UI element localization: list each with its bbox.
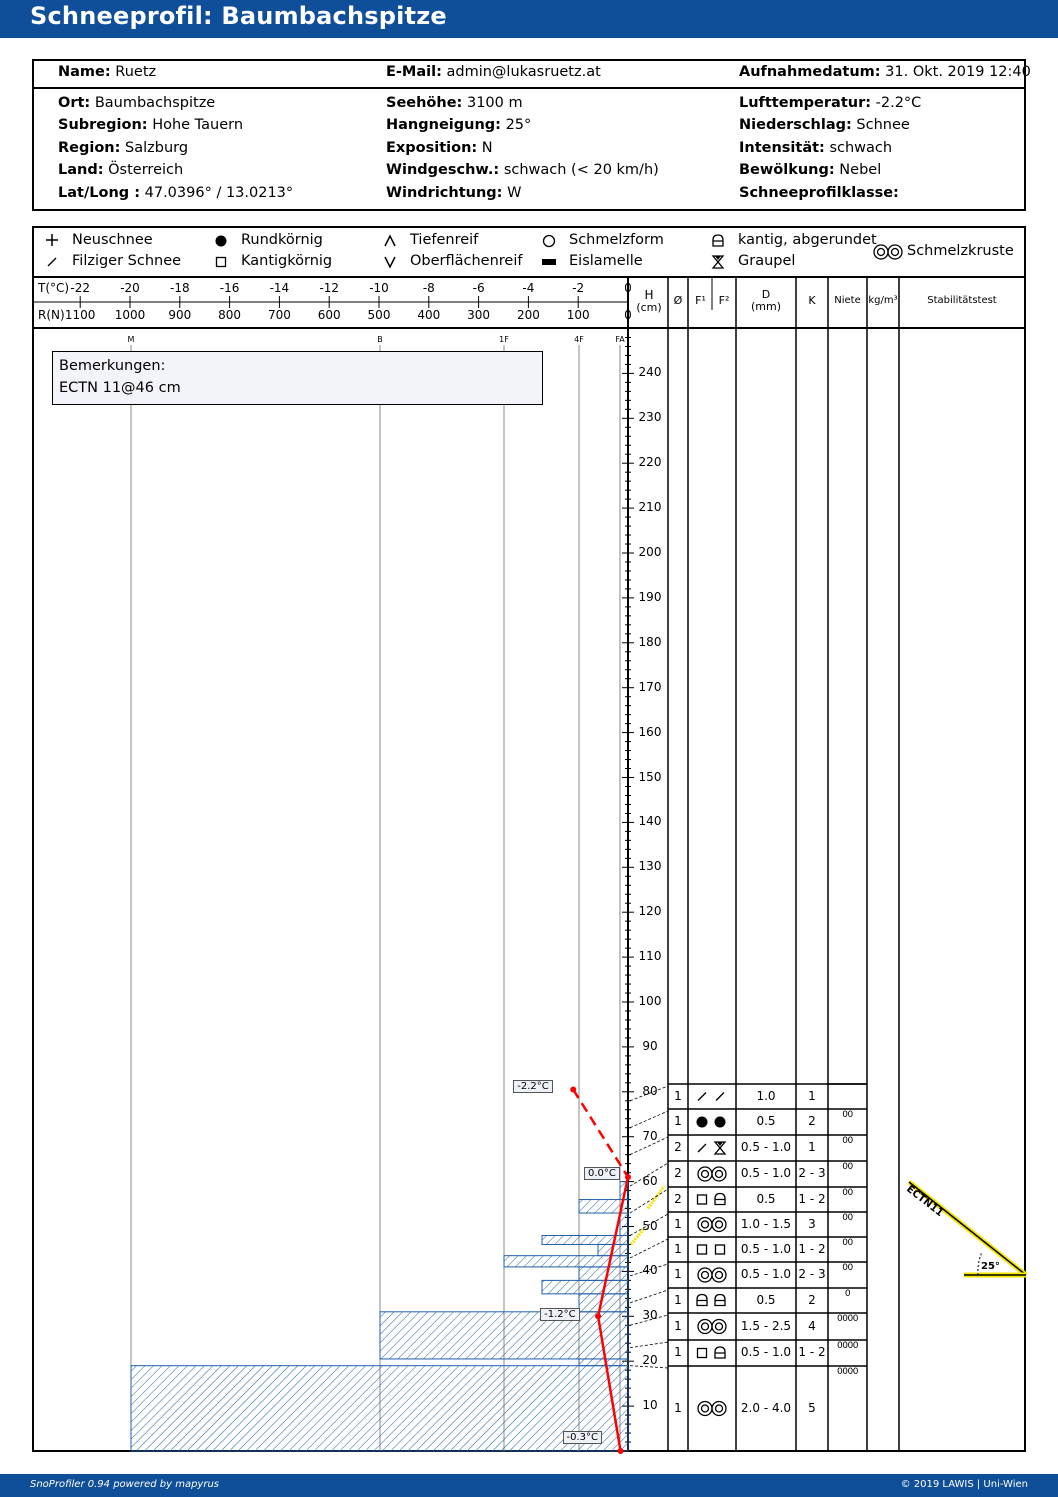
col-grain-shape: Ø: [673, 294, 683, 307]
legend-neuschnee: Neuschnee: [72, 232, 153, 248]
graupel-icon: [713, 256, 723, 268]
hangneigung-field: Hangneigung: 25°: [386, 117, 532, 133]
temperature-label: -2.2°C: [513, 1080, 553, 1093]
height-tick-label: 30: [642, 1308, 658, 1323]
col-stability: Stabilitätstest: [927, 295, 997, 306]
exposition-field: Exposition: N: [386, 140, 493, 156]
height-tick-label: 110: [638, 949, 662, 964]
col-density: kg/m³: [868, 295, 898, 306]
subregion-field: Subregion: Hohe Tauern: [58, 117, 244, 133]
ectn-stability-diagram: [904, 1182, 1026, 1275]
layer-grain-size: 0.5 - 1.0: [740, 1345, 792, 1359]
grain-shape-icon: [698, 1268, 726, 1282]
col-k: K: [808, 294, 816, 307]
grain-shape-icon: [698, 1195, 707, 1204]
grain-shape-icon: [715, 1194, 725, 1205]
layer-grain-size: 0.5: [756, 1191, 776, 1206]
schmelzkruste-icon: [874, 245, 902, 259]
layer-hardness: 1: [808, 1088, 816, 1103]
legend-graupel: Graupel: [738, 253, 796, 269]
eislamelle-icon: [542, 259, 556, 265]
observation-date: Aufnahmedatum: 31. Okt. 2019 12:40: [739, 64, 1031, 80]
footer-credit: SnoProfiler 0.94 powered by mapyrus: [30, 1479, 220, 1490]
grain-shape-icon: [715, 1295, 725, 1306]
observer-email: E-Mail: admin@lukasruetz.at: [386, 64, 601, 80]
remarks-title: Bemerkungen:: [59, 358, 166, 374]
layer-hardness: 2: [808, 1114, 816, 1128]
height-tick-label: 160: [638, 724, 662, 739]
layer-grain-size: 1.5 - 2.5: [740, 1318, 792, 1333]
height-tick-label: 130: [638, 859, 662, 874]
layer-moisture: 1: [674, 1241, 682, 1256]
temperature-axis: [80, 296, 628, 302]
r-axis-label: R(N): [38, 308, 65, 322]
col-d-unit: (mm): [750, 300, 781, 313]
t-tick-label: -12: [319, 281, 339, 295]
layer-moisture: 2: [674, 1191, 682, 1206]
ort-field: Ort: Baumbachspitze: [58, 95, 216, 111]
layer-hardness: 1 - 2: [798, 1191, 826, 1206]
t-tick-label: -20: [120, 281, 140, 295]
grain-shape-icon: [715, 1347, 725, 1358]
layer-niete: 0000: [837, 1314, 858, 1324]
grain-shape-icon: [697, 1295, 707, 1306]
profilklasse-field: Schneeprofilklasse:: [739, 185, 899, 201]
t-tick-label: -22: [70, 281, 90, 295]
grain-shape-icon: [698, 1245, 707, 1254]
layer-grain-size: 0.5: [756, 1114, 776, 1128]
land-field: Land: Österreich: [58, 162, 184, 178]
col-f1: F¹: [695, 294, 706, 307]
grain-shape-icon: [698, 1093, 706, 1101]
tiefenreif-icon: [385, 236, 395, 246]
legend-kantigkoernig: Kantigkörnig: [241, 253, 333, 269]
t-tick-label: -4: [522, 281, 535, 295]
schmelzform-icon: [544, 236, 555, 247]
height-tick-label: 10: [642, 1398, 658, 1413]
ectn-label: ECTN11: [904, 1183, 946, 1220]
layer-moisture: 1: [674, 1216, 682, 1231]
layer-hardness: 1: [808, 1140, 816, 1154]
layer-grain-size: 0.5 - 1.0: [740, 1241, 792, 1256]
lufttemperatur-field: Lufttemperatur: -2.2°C: [739, 95, 922, 111]
legend-rundkoernig: Rundkörnig: [241, 232, 323, 248]
layer-niete: 0000: [837, 1341, 858, 1351]
kantig-abgerundet-icon: [713, 235, 723, 246]
layer-grain-size: 0.5 - 1.0: [740, 1166, 792, 1180]
bewoelkung-field: Bewölkung: Nebel: [739, 162, 882, 178]
niederschlag-field: Niederschlag: Schnee: [739, 117, 910, 133]
legend-tiefenreif: Tiefenreif: [410, 232, 479, 248]
layer-niete: 00: [842, 1263, 853, 1273]
layer-moisture: 1: [674, 1114, 682, 1128]
legend-oberflaechenreif: Oberflächenreif: [410, 253, 523, 269]
oberflaechenreif-icon: [385, 257, 395, 267]
layer-moisture: 1: [674, 1292, 682, 1307]
layer-niete: 00: [842, 1213, 853, 1223]
layer-grain-size: 0.5: [756, 1292, 776, 1307]
r-tick-label: 0: [624, 308, 632, 322]
layer-moisture: 1: [674, 1345, 682, 1359]
height-tick-label: 150: [638, 769, 662, 784]
region-field: Region: Salzburg: [58, 140, 189, 156]
remarks-text: ECTN 11@46 cm: [59, 380, 181, 396]
r-tick-label: 100: [566, 308, 590, 322]
footer-copyright: © 2019 LAWIS | Uni-Wien: [900, 1479, 1028, 1490]
grain-shape-icon: [698, 1402, 726, 1416]
layer-grain-size: 1.0: [756, 1088, 776, 1103]
r-tick-label: 800: [218, 308, 242, 322]
r-tick-label: 1000: [114, 308, 146, 322]
grain-shape-icon: [697, 1117, 708, 1128]
footer-bar: [0, 1474, 1058, 1497]
latlong-field: Lat/Long : 47.0396° / 13.0213°: [58, 185, 294, 201]
height-tick-label: 220: [638, 455, 662, 470]
temperature-label: -0.3°C: [563, 1431, 603, 1444]
observer-name: Name: Ruetz: [58, 64, 157, 80]
height-tick-label: 240: [638, 365, 662, 380]
hardness-label: 1F: [499, 335, 509, 344]
col-d: D: [761, 288, 771, 301]
layer-hardness: 2 - 3: [798, 1267, 826, 1281]
temperature-label: -1.2°C: [540, 1308, 580, 1321]
windrichtung-field: Windrichtung: W: [386, 185, 522, 201]
t-tick-label: -8: [422, 281, 435, 295]
temperature-label: 0.0°C: [584, 1167, 620, 1180]
legend-schmelzform: Schmelzform: [569, 232, 664, 248]
hardness-label: FA: [615, 335, 625, 344]
hardness-label: M: [127, 335, 135, 344]
hardness-label: 4F: [574, 335, 584, 344]
kantigkoernig-icon: [217, 258, 226, 267]
height-tick-label: 70: [642, 1128, 658, 1143]
grain-shape-icon: [698, 1167, 726, 1181]
height-tick-label: 180: [638, 634, 662, 649]
t-tick-label: 0: [624, 281, 632, 295]
layer-hardness: 3: [808, 1216, 816, 1231]
legend-filziger: Filziger Schnee: [72, 253, 182, 269]
height-tick-label: 60: [642, 1173, 658, 1188]
col-niete: Niete: [834, 295, 861, 306]
r-tick-label: 300: [467, 308, 491, 322]
grain-shape-icon: [698, 1144, 706, 1152]
r-tick-label: 1100: [64, 308, 96, 322]
height-tick-label: 170: [638, 679, 662, 694]
layer-hardness: 5: [808, 1400, 816, 1415]
t-tick-label: -16: [219, 281, 240, 295]
grain-shape-icon: [698, 1218, 726, 1232]
grain-shape-icon: [715, 1117, 726, 1128]
layer-hardness: 1 - 2: [798, 1345, 826, 1359]
legend-kantig-abgerundet: kantig, abgerundet: [738, 232, 877, 248]
height-tick-label: 190: [638, 589, 662, 604]
height-tick-label: 210: [638, 500, 662, 515]
layer-grain-size: 2.0 - 4.0: [740, 1400, 792, 1415]
layer-hardness: 2 - 3: [798, 1166, 826, 1180]
r-tick-label: 600: [317, 308, 341, 322]
layer-niete: 0: [844, 1289, 851, 1299]
layer-niete: 00: [842, 1136, 853, 1146]
layer-moisture: 1: [674, 1400, 682, 1415]
col-f2: F²: [718, 294, 730, 307]
r-tick-label: 400: [417, 308, 441, 322]
t-tick-label: -10: [369, 281, 389, 295]
grain-shape-icon: [716, 1245, 725, 1254]
t-tick-label: -14: [269, 281, 290, 295]
layer-niete: 0000: [837, 1367, 858, 1377]
grain-shape-icon: [698, 1349, 707, 1358]
layer-hardness: 1 - 2: [798, 1241, 826, 1256]
legend-schmelzkruste: Schmelzkruste: [907, 243, 1014, 259]
page-title: Schneeprofil: Baumbachspitze: [30, 2, 447, 30]
height-tick-label: 230: [638, 410, 662, 425]
grain-shape-icon: [698, 1320, 726, 1334]
h-axis-label: H: [644, 288, 654, 302]
t-tick-label: -18: [169, 281, 190, 295]
height-tick-label: 140: [638, 814, 662, 829]
height-tick-label: 200: [638, 545, 662, 559]
layer-niete: 00: [842, 1162, 853, 1172]
layer-moisture: 2: [674, 1166, 682, 1180]
layer-niete: 00: [842, 1188, 853, 1198]
t-tick-label: -6: [472, 281, 485, 295]
height-tick-label: 120: [638, 904, 662, 919]
layer-moisture: 1: [674, 1267, 682, 1281]
grain-shape-icon: [715, 1142, 725, 1154]
neuschnee-icon: [46, 234, 58, 246]
hardness-label: B: [377, 335, 383, 344]
grain-shape-icon: [716, 1093, 724, 1101]
layer-moisture: 2: [674, 1140, 682, 1154]
windgeschw-field: Windgeschw.: schwach (< 20 km/h): [386, 162, 659, 178]
r-tick-label: 500: [367, 308, 391, 322]
height-tick-label: 90: [642, 1038, 658, 1053]
t-axis-label: T(°C): [38, 281, 70, 295]
layer-hardness: 4: [808, 1318, 816, 1333]
seehoehe-field: Seehöhe: 3100 m: [386, 95, 523, 111]
r-tick-label: 200: [516, 308, 540, 322]
height-tick-label: 50: [642, 1218, 658, 1233]
height-tick-label: 100: [638, 994, 662, 1008]
filziger-schnee-icon: [48, 258, 56, 266]
layer-grain-size: 0.5 - 1.0: [740, 1140, 792, 1154]
intensitaet-field: Intensität: schwach: [739, 140, 893, 156]
layer-moisture: 1: [674, 1088, 682, 1103]
remarks-box: [52, 351, 543, 405]
layer-grain-size: 0.5 - 1.0: [740, 1267, 792, 1281]
layer-moisture: 1: [674, 1318, 682, 1333]
legend-eislamelle: Eislamelle: [569, 253, 643, 269]
height-tick-label: 20: [642, 1353, 658, 1368]
height-tick-label: 80: [642, 1083, 658, 1098]
layer-bars: [131, 1182, 664, 1451]
r-tick-label: 700: [267, 308, 291, 322]
layer-grain-size: 1.0 - 1.5: [740, 1216, 792, 1231]
slope-angle-label: 25°: [981, 1261, 1000, 1272]
rundkoernig-icon: [216, 236, 227, 247]
r-tick-label: 900: [168, 308, 192, 322]
layer-hardness: 2: [808, 1292, 816, 1307]
t-tick-label: -2: [572, 281, 585, 295]
height-tick-label: 40: [642, 1263, 658, 1278]
layer-niete: 00: [842, 1238, 853, 1248]
layer-niete: 00: [842, 1110, 853, 1120]
h-axis-unit: (cm): [636, 301, 662, 314]
